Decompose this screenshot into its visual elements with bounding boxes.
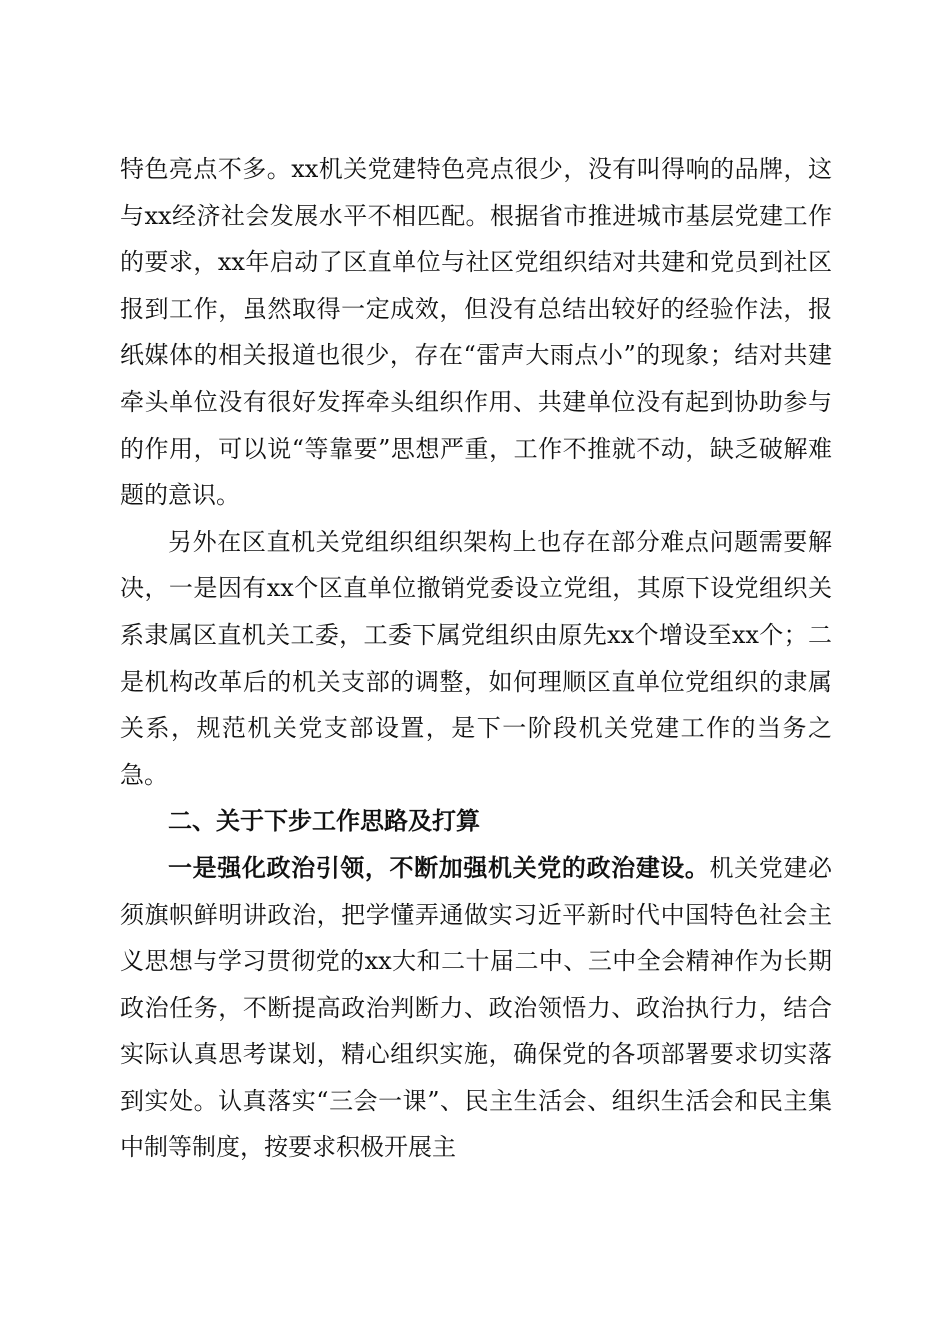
- section-heading: 二、关于下步工作思路及打算: [168, 807, 480, 836]
- paragraph-lead-sentence: 一是强化政治引领，不断加强机关党的政治建设。: [168, 853, 710, 882]
- paragraph-continuation: 特色亮点不多。xx机关党建特色亮点很少，没有叫得响的品牌，这与xx经济社会发展水平不相匹配。根据省市推进城市基层党建工作的要求，xx年启动了区直单位与社区党组织结对共建和党员到社区报到工作，虽然取得一定成效，但没有总结出较好的经验作法，报纸媒体的相关报道也很少，存在“雷声大雨点小”的现象；结对共建牵头单位没有很好发挥牵头组织作用、共建单位没有起到协助参与的作用，可以说“等靠要”思想严重，工作不推就不动，缺乏破解难题的意识。: [120, 155, 832, 510]
- document-body: [120, 146, 832, 1171]
- paragraph-org-structure: 另外在区直机关党组织组织架构上也存在部分难点问题需要解决，一是因有xx个区直单位撤销党委设立党组，其原下设党组织关系隶属区直机关工委，工委下属党组织由原先xx个增设至xx个；二是机构改革后的机关支部的调整，如何理顺区直单位党组织的隶属关系，规范机关党支部设置，是下一阶段机关党建工作的当务之急。: [120, 527, 832, 789]
- paragraph-body-text: 机关党建必须旗帜鲜明讲政治，把学懂弄通做实习近平新时代中国特色社会主义思想与学习贯彻党的xx大和二十届二中、三中全会精神作为长期政治任务，不断提高政治判断力、政治领悟力、政治执行力，结合实际认真思考谋划，精心组织实施，确保党的各项部署要求切实落到实处。认真落实“三会一课”、民主生活会、组织生活会和民主集中制等制度，按要求积极开展主: [120, 853, 833, 1162]
- paragraph-political-leadership: [120, 845, 832, 1171]
